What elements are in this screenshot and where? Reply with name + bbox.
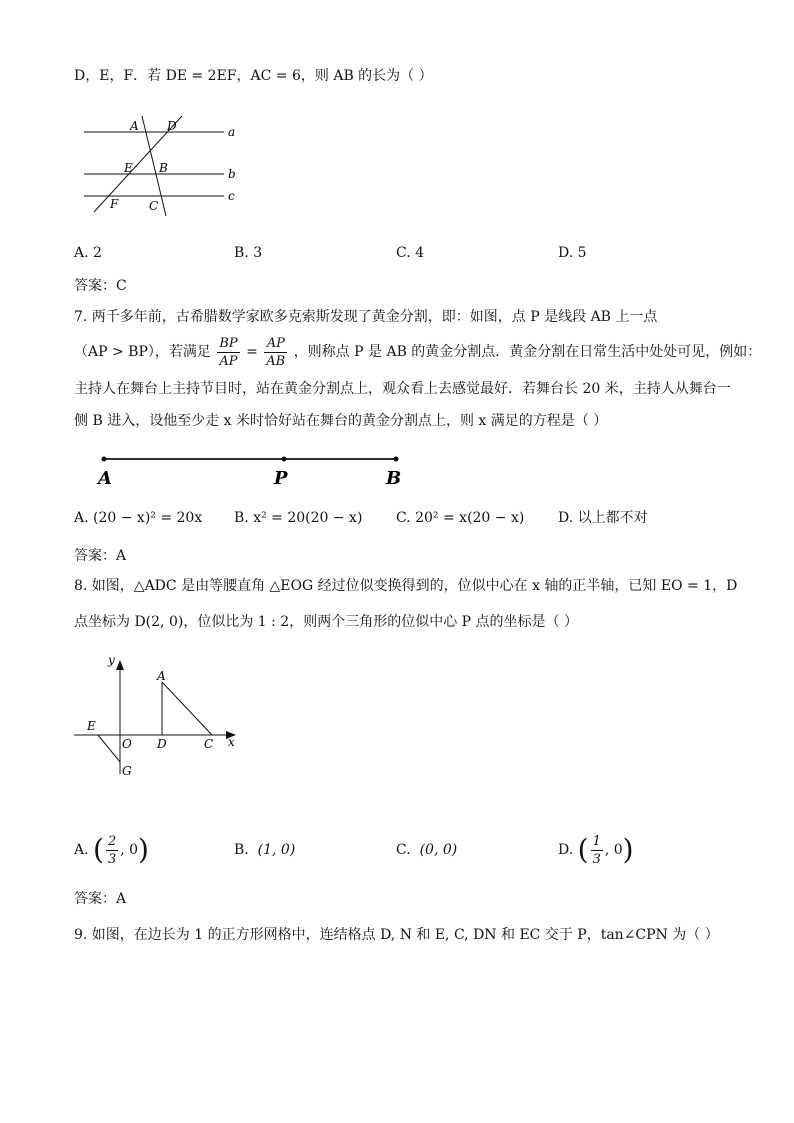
q7-label-P: P	[274, 468, 288, 489]
q8-option-d[interactable]: D. ( $\frac{1}{3}$ , 0)	[558, 833, 634, 867]
q6-label-a: a	[228, 125, 236, 139]
q8-label-E: E	[87, 719, 96, 733]
q6-label-D: D	[167, 119, 177, 133]
q7-segment-figure	[94, 448, 414, 490]
q6-label-F: F	[110, 197, 119, 211]
q8-answer: 答案：A	[74, 891, 127, 907]
q8-option-b[interactable]: B. (1, 0)	[234, 842, 296, 858]
q8-label-A: A	[157, 669, 166, 683]
q8-option-d-fraction: $\frac{1}{3}$	[592, 833, 601, 867]
q7-label-A: A	[98, 468, 112, 489]
q6-option-a[interactable]: A. 2	[74, 245, 102, 261]
q7-fraction-ap-ab: $\frac{AP}{AB}$	[266, 335, 286, 369]
q8-line-1: 8. 如图，△ADC 是由等腰直角 △EOG 经过位似变换得到的，位似中心在 x 轴的正半轴，已知 EO = 1，D	[74, 578, 738, 594]
q7-line-1: 7. 两千多年前，古希腊数学家欧多克索斯发现了黄金分割，即：如图，点 P 是线段 AB 上一点	[74, 309, 658, 325]
q6-label-E: E	[124, 161, 133, 175]
q7-option-a[interactable]: A. (20 − x)² = 20x	[74, 510, 203, 526]
q8-label-O: O	[122, 737, 132, 751]
q6-option-c[interactable]: C. 4	[396, 245, 425, 261]
q8-label-x: x	[228, 735, 235, 749]
q9-line-1: 9. 如图，在边长为 1 的正方形网格中，连结格点 D, N 和 E, C, DN 和 EC 交于 P，tan∠CPN 为（ ）	[74, 927, 719, 943]
q8-label-G: G	[122, 764, 132, 778]
q6-label-b: b	[228, 167, 236, 181]
q6-label-B: B	[159, 161, 168, 175]
q6-parallel-lines-figure	[78, 112, 248, 220]
q7-line-4: 侧 B 进入，设他至少走 x 米时恰好站在舞台的黄金分割点上，则 x 满足的方程是（ ）	[74, 413, 608, 429]
q8-label-D: D	[157, 737, 167, 751]
q6-answer: 答案：C	[74, 278, 127, 294]
q6-label-A: A	[130, 119, 139, 133]
q8-option-a[interactable]: A. ( $\frac{2}{3}$ , 0)	[74, 833, 149, 867]
q8-label-C: C	[204, 737, 214, 751]
q7-option-b[interactable]: B. x² = 20(20 − x)	[234, 510, 363, 526]
q7-line-2-post: ，则称点 P 是 AB 的黄金分割点．黄金分割在日常生活中处处可见，例如：	[293, 344, 762, 360]
q8-option-a-fraction: $\frac{2}{3}$	[107, 833, 117, 867]
q6-stem: D，E，F．若 DE = 2EF，AC = 6，则 AB 的长为（ ）	[74, 68, 433, 84]
q6-option-b[interactable]: B. 3	[234, 245, 263, 261]
q7-line-2-pre: （AP > BP），若满足	[74, 344, 211, 360]
q7-option-c[interactable]: C. 20² = x(20 − x)	[396, 510, 525, 526]
q7-line-3: 主持人在舞台上主持节目时，站在黄金分割点上，观众看上去感觉最好．若舞台长 20 米，主持人从舞台一	[74, 381, 731, 397]
q7-fraction-bp-ap: $\frac{BP}{AP}$	[219, 335, 238, 369]
q8-line-2: 点坐标为 D(2, 0)，位似比为 1 : 2，则两个三角形的位似中心 P 点的坐标是（ ）	[74, 614, 578, 630]
q6-label-c: c	[228, 189, 235, 203]
q6-label-C: C	[149, 199, 159, 213]
q7-line-2	[74, 332, 761, 372]
q7-answer: 答案：A	[74, 548, 127, 564]
q7-equals-sign: =	[246, 344, 258, 360]
q8-label-y: y	[108, 653, 115, 667]
q8-option-c[interactable]: C. (0, 0)	[396, 842, 458, 858]
q6-option-d[interactable]: D. 5	[558, 245, 587, 261]
q7-option-d[interactable]: D. 以上都不对	[558, 510, 648, 526]
q7-label-B: B	[386, 468, 402, 489]
q8-coordinate-figure	[70, 652, 250, 782]
